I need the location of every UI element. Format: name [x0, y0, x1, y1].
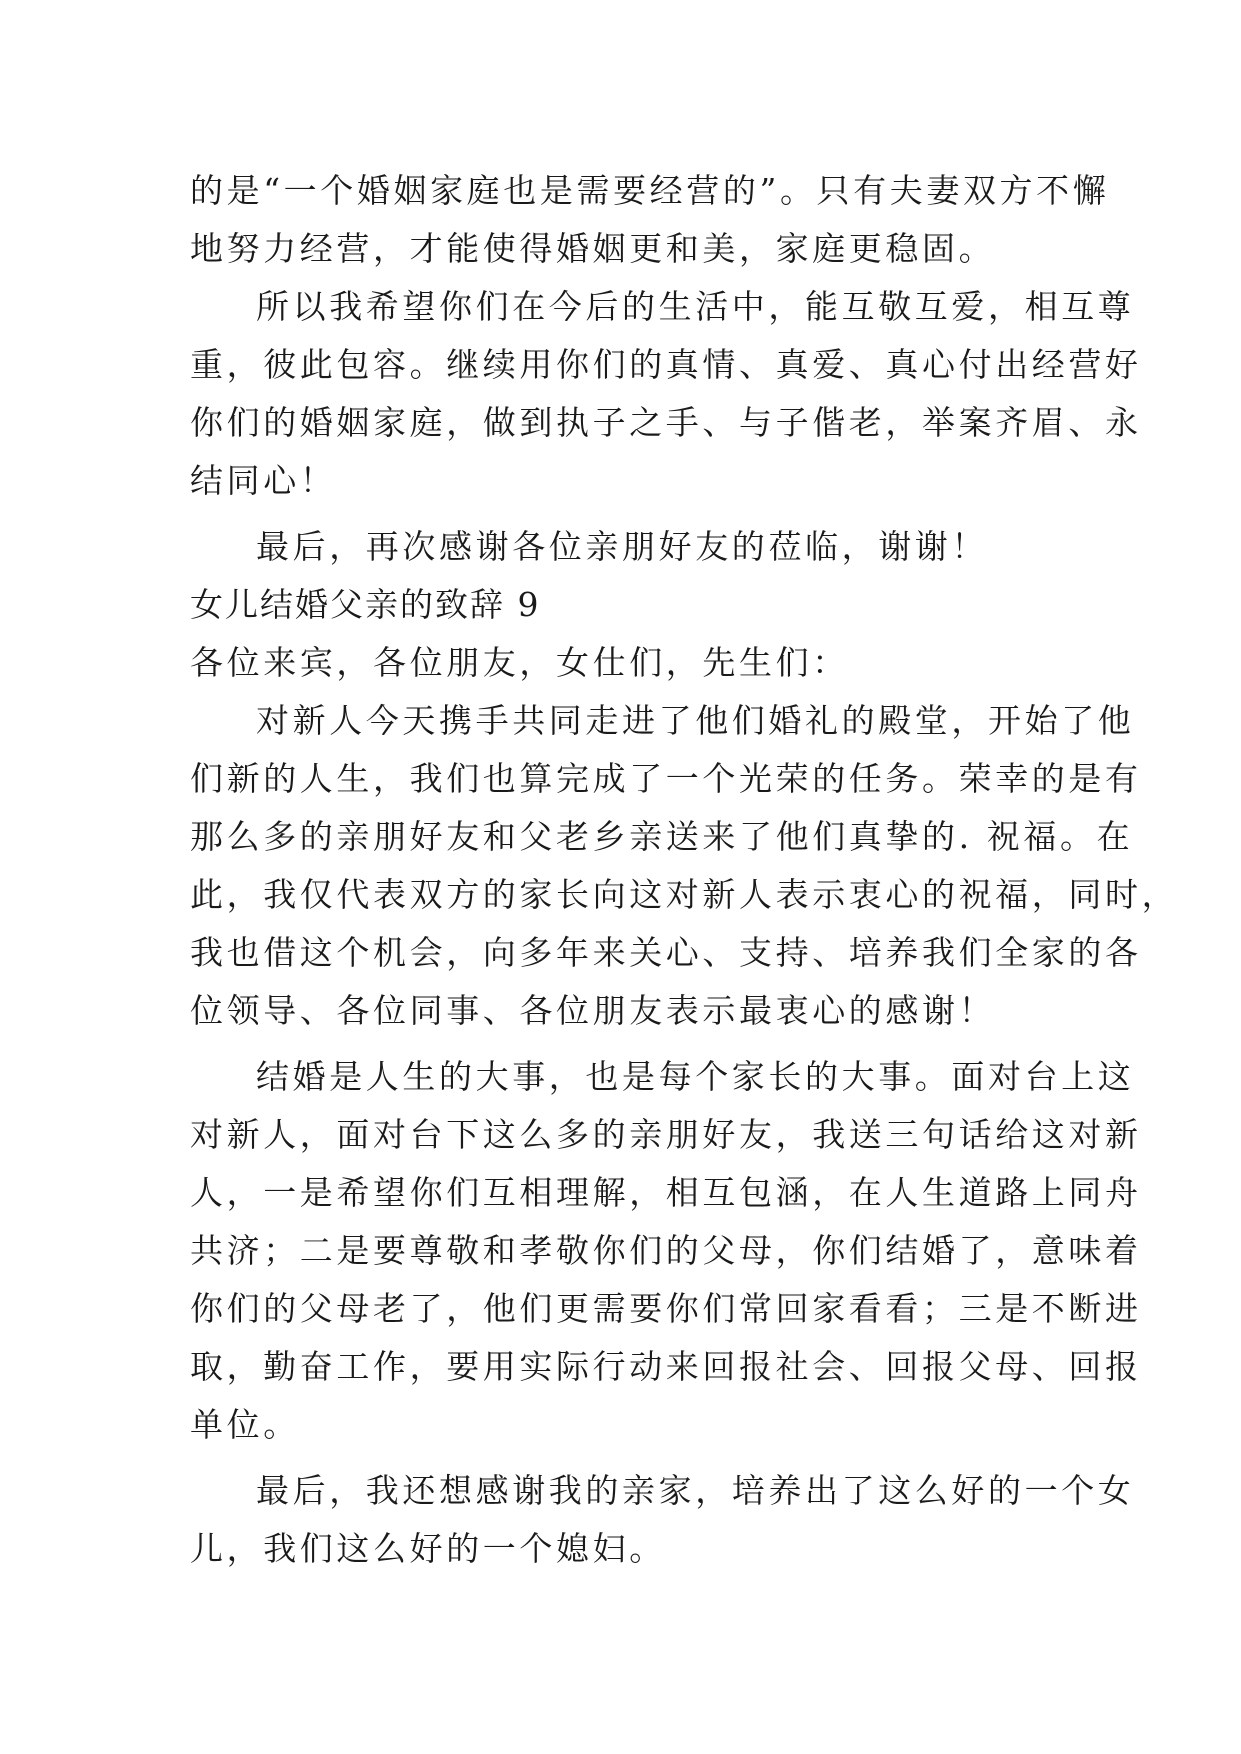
paragraph [190, 634, 1050, 692]
text-line: 你们的婚姻家庭，做到执子之手、与子偕老，举案齐眉、永 [190, 403, 1142, 442]
text-line: 那么多的亲朋好友和父老乡亲送来了他们真挚的. 祝福。在 [190, 817, 1134, 856]
text-line: 结婚是人生的大事，也是每个家长的大事。面对台上这 [256, 1057, 1135, 1096]
text-line: 们新的人生，我们也算完成了一个光荣的任务。荣幸的是有 [190, 759, 1142, 798]
paragraph [190, 1048, 1142, 1454]
text-line: 取，勤奋工作，要用实际行动来回报社会、回报父母、回报 [190, 1347, 1142, 1386]
text-line: 对新人今天携手共同走进了他们婚礼的殿堂，开始了他 [256, 701, 1135, 740]
text-line: 结同心！ [190, 461, 337, 500]
text-line: 的是“一个婚姻家庭也是需要经营的”。只有夫妻双方不懈 [190, 171, 1110, 210]
text-line: 共济；二是要尊敬和孝敬你们的父母，你们结婚了，意味着 [190, 1231, 1142, 1270]
text-line: 最后，再次感谢各位亲朋好友的莅临，谢谢！ [256, 527, 988, 566]
text-line: 你们的父母老了，他们更需要你们常回家看看；三是不断进 [190, 1289, 1142, 1328]
text-line: 单位。 [190, 1405, 300, 1444]
paragraph-gap [190, 510, 1050, 518]
text-line: 此，我仅代表双方的家长向这对新人表示衷心的祝福，同时， [190, 875, 1179, 914]
text-line: 位领导、各位同事、各位朋友表示最衷心的感谢！ [190, 991, 996, 1030]
text-line: 对新人，面对台下这么多的亲朋好友，我送三句话给这对新 [190, 1115, 1142, 1154]
text-line: 女儿结婚父亲的致辞 9 [190, 585, 541, 624]
paragraph [190, 692, 1179, 1040]
section-heading [190, 576, 1050, 634]
paragraph [190, 278, 1142, 510]
text-line: 最后，我还想感谢我的亲家，培养出了这么好的一个女 [256, 1471, 1135, 1510]
text-line: 地努力经营，才能使得婚姻更和美，家庭更稳固。 [190, 229, 996, 268]
text-line: 人，一是希望你们互相理解，相互包涵，在人生道路上同舟 [190, 1173, 1142, 1212]
paragraph [190, 1462, 1135, 1578]
document-page [190, 162, 1179, 1578]
paragraph [190, 162, 1110, 278]
text-line: 儿，我们这么好的一个媳妇。 [190, 1529, 666, 1568]
text-line: 我也借这个机会，向多年来关心、支持、培养我们全家的各 [190, 933, 1142, 972]
paragraph-gap [190, 1040, 1050, 1048]
paragraph-gap [190, 1454, 1050, 1462]
text-line: 各位来宾，各位朋友，女仕们，先生们： [190, 643, 849, 682]
paragraph [190, 518, 1050, 576]
text-line: 重，彼此包容。继续用你们的真情、真爱、真心付出经营好 [190, 345, 1142, 384]
text-line: 所以我希望你们在今后的生活中，能互敬互爱，相互尊 [256, 287, 1135, 326]
